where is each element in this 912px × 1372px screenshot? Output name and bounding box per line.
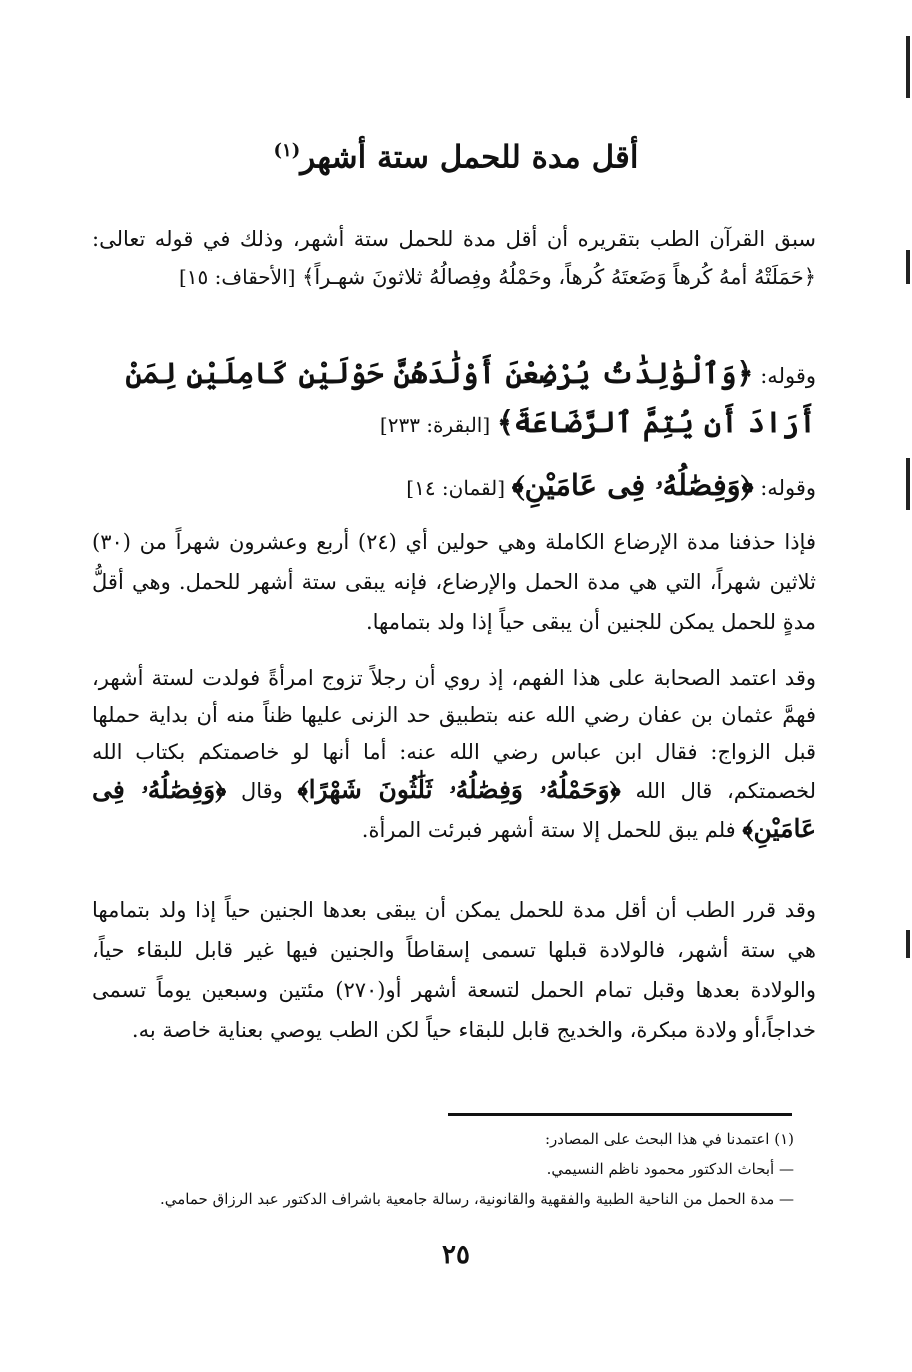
footnote-divider: [448, 1113, 792, 1116]
paragraph-medicine: وقد قرر الطب أن أقل مدة للحمل يمكن أن يبقى بعدها الجنين حياً إذا ولد بتمامها هي ستة أشهر، فالولادة قبلها تسمى إسقاطاً والجنين فيها غير قابل للبقاء حياً، والولادة بعدها وقبل تمام الحمل لتسعة أشهر أو(٢٧٠) مئتين وسبعين يوماً تسمى خداجاً،أو ولادة مبكرة، والخديج قابل للبقاء حياً لكن الطب يوصي بعناية خاصة به.: [92, 898, 816, 1042]
paragraph-text: فلم يبق للحمل إلا ستة أشهر فبرئت المرأة.: [361, 818, 736, 842]
footnote-line: — مدة الحمل من الناحية الطبية والفقهية والقانونية، رسالة جامعية باشراف الدكتور عبد الرزاق حمامي.: [159, 1190, 794, 1208]
paragraph-text: وقال: [240, 779, 283, 803]
quran-verse: ﴿وَحَمْلُهُۥ وَفِصَٰلُهُۥ ثَلَٰثُونَ شَهْرًا﴾: [297, 775, 621, 804]
footnotes: [100, 1124, 794, 1214]
title-text: أقل مدة للحمل ستة أشهر: [300, 139, 639, 176]
paragraph-companions: [92, 660, 816, 849]
scan-edge-mark: [906, 930, 910, 958]
title-footnote-mark: (١): [273, 140, 301, 161]
verse-reference: [البقرة: ٢٣٣]: [379, 413, 491, 437]
intro-verse-reference: [الأحقاف: ١٥]: [178, 265, 296, 289]
verse-reference: [لقمان: ١٤]: [406, 476, 506, 500]
quote-lead: وقوله:: [760, 364, 816, 388]
quran-verse: ﴿وَفِصَٰلُهُۥ فِى عَامَيْنِ﴾: [92, 775, 816, 843]
intro-paragraph: [92, 220, 816, 296]
page-number: ٢٥: [442, 1240, 470, 1270]
quote-lead: وقوله:: [760, 476, 816, 500]
quran-verse: ﴿وَفِصَٰلُهُۥ فِى عَامَيْنِ﴾: [511, 468, 754, 502]
paragraph-calculation: فإذا حذفنا مدة الإرضاع الكاملة وهي حولين أي (٢٤) أربع وعشرون شهراً من (٣٠) ثلاثين شهراً، التي هي مدة الحمل والإرضاع، فإنه يبقى ستة أشهر للحمل. وهي أقلُّ مدةٍ للحمل يمكن للجنين أن يبقى حياً إذا ولد بتمامها.: [92, 530, 816, 634]
scan-edge-mark: [906, 36, 910, 98]
footnote-line: (١) اعتمدنا في هذا البحث على المصادر:: [545, 1130, 794, 1148]
intro-text: سبق القرآن الطب بتقريره أن أقل مدة للحمل ستة أشهر، وذلك في قوله تعالى:: [92, 227, 816, 251]
scan-edge-mark: [906, 250, 910, 284]
quote-luqman: [92, 462, 816, 511]
paragraph-text: وقد اعتمد الصحابة على هذا الفهم، إذ روي أن رجلاً تزوج امرأةً فولدت لستة أشهر، فهمَّ عثمان بن عفان رضي الله عنه بتطبيق حد الزنى عليها ظناً منه أن بداية حملها قبل الزواج: فقال ابن عباس رضي الله عنه: أما أنها لو خاصمتكم بكتاب الله لخصمتكم، قال الله: [92, 666, 816, 803]
quote-baqara: [92, 350, 816, 448]
quran-verse: ﴿وَٱلْوَٰلِدَٰتُ يُرْضِعْنَ أَوْلَٰدَهُنَّ حَوْلَيْنِ كَامِلَيْنِ لِمَنْ أَرَادَ أَن يُتِمَّ ٱلرَّضَاعَةَ﴾: [125, 356, 816, 439]
intro-verse: ﴿حَمَلَتْهُ أمهُ كُرهاً وَضَعتَهُ كُرهاً، وحَمْلُهُ وفِصالُهُ ثلاثونَ شهـراً﴾: [302, 265, 816, 289]
footnote-line: — أبحاث الدكتور محمود ناظم النسيمي.: [546, 1160, 794, 1178]
scan-edge-mark: [906, 458, 910, 510]
page-title: [0, 128, 912, 180]
